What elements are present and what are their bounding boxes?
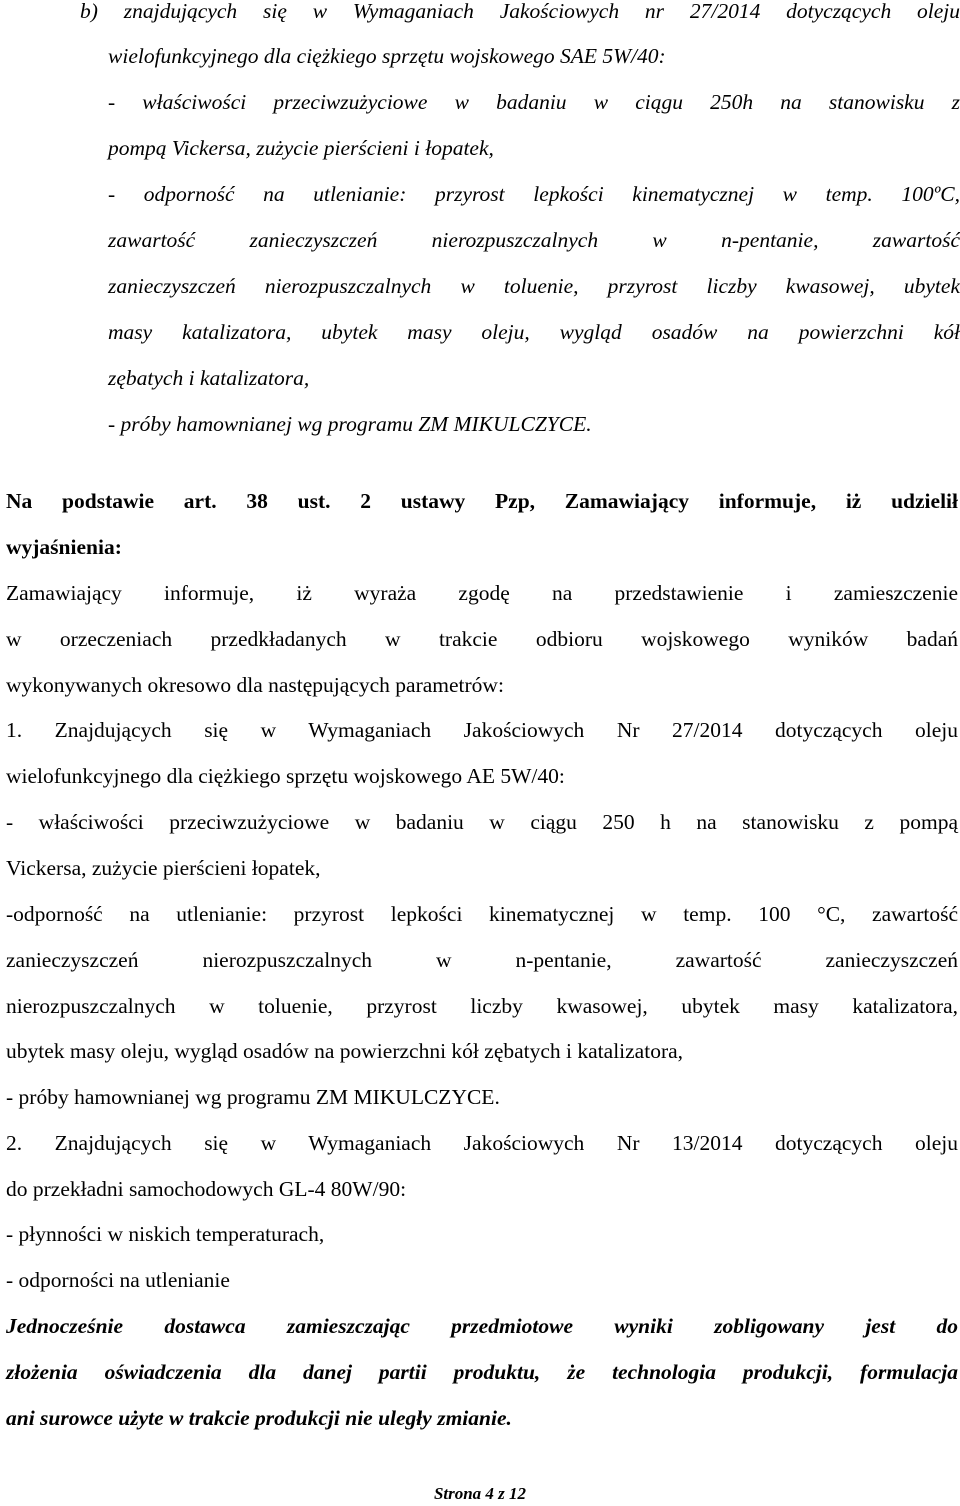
text-line: wielofunkcyjnego dla ciężkiego sprzętu wojskowego AE 5W/40: xyxy=(6,764,565,788)
text-line: - właściwości przeciwzużyciowe w badaniu w ciągu 250h na stanowisku z xyxy=(108,90,960,114)
text-line: Zamawiający informuje, iż wyraża zgodę na przedstawienie i zamieszczenie xyxy=(6,581,958,605)
text-line: Jednocześnie dostawca zamieszczając przedmiotowe wyniki zobligowany jest do xyxy=(6,1314,958,1338)
page-number: Strona 4 z 12 xyxy=(433,1484,527,1503)
text-line: - płynności w niskich temperaturach, xyxy=(6,1222,325,1246)
text-line: Vickersa, zużycie pierścieni łopatek, xyxy=(6,856,321,880)
text-line: -odporność na utlenianie: przyrost lepkości kinematycznej w temp. 100 °C, zawartość xyxy=(6,902,958,926)
text-line: do przekładni samochodowych GL-4 80W/90: xyxy=(6,1177,407,1201)
text-line: nierozpuszczalnych w toluenie, przyrost liczby kwasowej, ubytek masy katalizatora, xyxy=(6,994,958,1018)
text-line: ubytek masy oleju, wygląd osadów na powierzchni kół zębatych i katalizatora, xyxy=(6,1039,684,1063)
text-line: wielofunkcyjnego dla ciężkiego sprzętu wojskowego SAE 5W/40: xyxy=(108,44,666,68)
text-line: - próby hamownianej wg programu ZM MIKULCZYCE. xyxy=(6,1085,500,1109)
text-line: 2. Znajdujących się w Wymaganiach Jakościowych Nr 13/2014 dotyczących oleju xyxy=(6,1131,958,1155)
text-line: zawartość zanieczyszczeń nierozpuszczalnych w n-pentanie, zawartość xyxy=(108,228,960,252)
text-line: wykonywanych okresowo dla następujących parametrów: xyxy=(6,673,504,697)
text-line: - próby hamownianej wg programu ZM MIKULCZYCE. xyxy=(108,412,592,436)
heading-line: wyjaśnienia: xyxy=(6,535,122,559)
text-line: pompą Vickersa, zużycie pierścieni i łopatek, xyxy=(108,136,494,160)
text-line: zębatych i katalizatora, xyxy=(108,366,310,390)
text-line: - odporność na utlenianie: przyrost lepkości kinematycznej w temp. 100ºC, xyxy=(108,182,960,206)
text-line: 1. Znajdujących się w Wymaganiach Jakościowych Nr 27/2014 dotyczących oleju xyxy=(6,718,958,742)
text-line: zanieczyszczeń nierozpuszczalnych w n-pentanie, zawartość zanieczyszczeń xyxy=(6,948,958,972)
text-line: złożenia oświadczenia dla danej partii produktu, że technologia produkcji, formulacja xyxy=(6,1360,958,1384)
text-line: - właściwości przeciwzużyciowe w badaniu w ciągu 250 h na stanowisku z pompą xyxy=(6,810,958,834)
text-line: w orzeczeniach przedkładanych w trakcie odbioru wojskowego wyników badań xyxy=(6,627,958,651)
text-line: - odporności na utlenianie xyxy=(6,1268,230,1292)
text-line: ani surowce użyte w trakcie produkcji nie uległy zmianie. xyxy=(6,1406,512,1430)
text-line: masy katalizatora, ubytek masy oleju, wygląd osadów na powierzchni kół xyxy=(108,320,960,344)
text-line: b) znajdujących się w Wymaganiach Jakościowych nr 27/2014 dotyczących oleju xyxy=(80,0,960,23)
text-line: zanieczyszczeń nierozpuszczalnych w toluenie, przyrost liczby kwasowej, ubytek xyxy=(108,274,960,298)
heading-line: Na podstawie art. 38 ust. 2 ustawy Pzp, Zamawiający informuje, iż udzielił xyxy=(6,489,958,513)
